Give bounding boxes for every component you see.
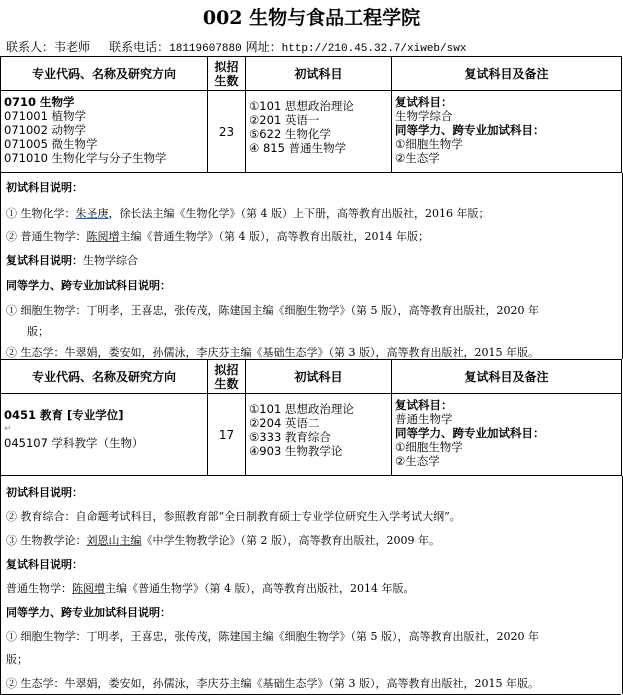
notes1-extra-2: ② 生态学：牛翠娟，娄安如，孙儒泳，李庆芬主编《基础生态学》（第 3 版），高等教育出版社，2015 年版。 (6, 346, 539, 359)
program2-direction: 045107 学科教学（生物） (4, 436, 144, 450)
program2-quota: 17 (208, 394, 246, 476)
notes1-retest-title: 复试科目说明： (6, 254, 83, 267)
program2-exam: ⑤333 教育综合 (249, 430, 331, 444)
page-title: 002 生物与食品工程学院 (202, 7, 421, 29)
program1-extra: ②生态学 (395, 151, 440, 165)
program1-exams-cell (246, 91, 392, 173)
contact-person: 韦老师 (54, 40, 91, 54)
program2-retest-cell (392, 394, 622, 476)
contact-phone: 18119607880 (169, 43, 242, 55)
header-quota-line2: 生数 (214, 376, 239, 391)
header-quota-line1: 拟招 (214, 59, 239, 74)
notes1-prelim-1-a: ① 生物化学： (6, 207, 76, 220)
header-prelim: 初试科目 (246, 57, 392, 91)
program1-exam: ④ 815 普通生物学 (249, 141, 347, 155)
notes1-prelim-1-b: ，徐长法主编《生物化学》（第 4 版）上下册，高等教育出版社，2016 年版； (108, 207, 490, 220)
program2-exams-cell (246, 394, 392, 476)
program2-cell (1, 394, 208, 476)
notes2-extra-1a: ① 细胞生物学：丁明孝，王喜忠，张传茂，陈建国主编《细胞生物学》（第 5 版），高等教育出版社，2020 年 (6, 630, 539, 643)
header-quota (208, 360, 246, 394)
header-quota (208, 57, 246, 91)
notes2-retest-title: 复试科目说明： (6, 558, 83, 571)
notes1-prelim-title: 初试科目说明： (6, 181, 83, 194)
program2-extra: ②生态学 (395, 454, 440, 468)
notes2-retest-a: 普通生物学： (6, 582, 72, 595)
contact-url[interactable]: http://210.45.32.7/xiweb/swx (281, 43, 467, 55)
notes2-prelim-2-a: ③ 生物教学论： (6, 534, 87, 547)
notes2-prelim-2-author: 刘恩山主编 (86, 534, 142, 547)
header-quota-line2: 生数 (214, 73, 239, 88)
program2-code-name: 0451 教育 [专业学位] (4, 408, 124, 422)
header-program: 专业代码、名称及研究方向 (1, 360, 208, 394)
header-retest: 复试科目及备注 (392, 360, 622, 394)
notes1-prelim-2-a: ② 普通生物学： (6, 230, 87, 243)
contact-line (6, 38, 466, 55)
program1-direction: 071002 动物学 (4, 123, 87, 137)
notes2-extra-1b: 版； (6, 653, 28, 666)
program1-quota: 23 (208, 91, 246, 173)
program1-notes (0, 173, 623, 359)
paragraph-mark: ↵ (4, 424, 12, 434)
program2-extra-label: 同等学力、跨专业加试科目： (395, 426, 545, 440)
notes1-prelim-1-author: 朱圣庚 (75, 207, 109, 220)
program1-code-name: 0710 生物学 (4, 95, 75, 109)
header-quota-line1: 拟招 (214, 362, 239, 377)
notes1-prelim-2 (6, 228, 429, 244)
program2-exam: ④903 生物教学论 (249, 444, 343, 458)
program1-exam: ②201 英语一 (249, 113, 320, 127)
program2-retest: 普通生物学 (395, 412, 453, 426)
notes1-retest-value: 生物学综合 (83, 254, 138, 267)
program2-extra: ①细胞生物学 (395, 440, 463, 454)
contact-person-label: 联系人： (6, 40, 55, 54)
header-retest: 复试科目及备注 (392, 57, 622, 91)
program1-retest-cell (392, 91, 622, 173)
program1-extra: ①细胞生物学 (395, 137, 463, 151)
program1-direction: 071001 植物学 (4, 109, 87, 123)
notes1-retest (6, 252, 138, 268)
contact-url-label: 网址： (245, 40, 282, 54)
program1-extra-label: 同等学力、跨专业加试科目： (395, 123, 545, 137)
notes2-retest-author: 陈阅增 (72, 582, 105, 595)
program1-direction: 071010 生物化学与分子生物学 (4, 151, 167, 165)
program2-table (0, 359, 622, 476)
notes1-extra-1b: 版； (27, 325, 49, 338)
program1-retest-label: 复试科目： (395, 95, 453, 109)
program1-exam: ⑤622 生物化学 (249, 127, 331, 141)
notes2-extra-2: ② 生态学：牛翠娟，娄安如，孙儒泳，李庆芬主编《基础生态学》（第 3 版），高等教育出版社，2015 年版。 (6, 677, 539, 690)
program1-retest: 生物学综合 (395, 109, 453, 123)
notes2-prelim-1: ② 教育综合：自命题考试科目，参照教育部“全日制教育硕士专业学位研究生入学考试大纲”。 (6, 510, 461, 523)
program2-retest-label: 复试科目： (395, 398, 453, 412)
notes2-retest-b: 主编《普通生物学》（第 4 版），高等教育出版社，2014 年版。 (105, 582, 415, 595)
notes1-prelim-2-author: 陈阅增 (86, 230, 120, 243)
notes2-extra-title: 同等学力、跨专业加试科目说明： (6, 606, 171, 619)
program1-cell (1, 91, 208, 173)
program1-direction: 071005 微生物学 (4, 137, 98, 151)
program2-exam: ①101 思想政治理论 (249, 402, 354, 416)
program1-exam: ①101 思想政治理论 (249, 99, 354, 113)
contact-phone-label: 联系电话： (109, 40, 170, 54)
notes2-retest (6, 580, 414, 596)
notes2-prelim-2-b: 《中学生物教学论》（第 2 版），高等教育出版社，2009 年。 (141, 534, 440, 547)
notes2-prelim-title: 初试科目说明： (6, 486, 83, 499)
notes1-extra-1a: ① 细胞生物学：丁明孝，王喜忠，张传茂，陈建国主编《细胞生物学》（第 5 版），高等教育出版社，2020 年 (6, 304, 539, 317)
program1-table (0, 56, 622, 173)
program2-notes (0, 476, 623, 694)
header-program: 专业代码、名称及研究方向 (1, 57, 208, 91)
header-prelim: 初试科目 (246, 360, 392, 394)
program2-exam: ②204 英语二 (249, 416, 320, 430)
notes1-extra-title: 同等学力、跨专业加试科目说明： (6, 279, 171, 292)
notes1-prelim-2-b: 主编《普通生物学》（第 4 版），高等教育出版社，2014 年版； (119, 230, 429, 243)
notes1-prelim-1 (6, 205, 489, 221)
notes2-prelim-2 (6, 532, 440, 548)
